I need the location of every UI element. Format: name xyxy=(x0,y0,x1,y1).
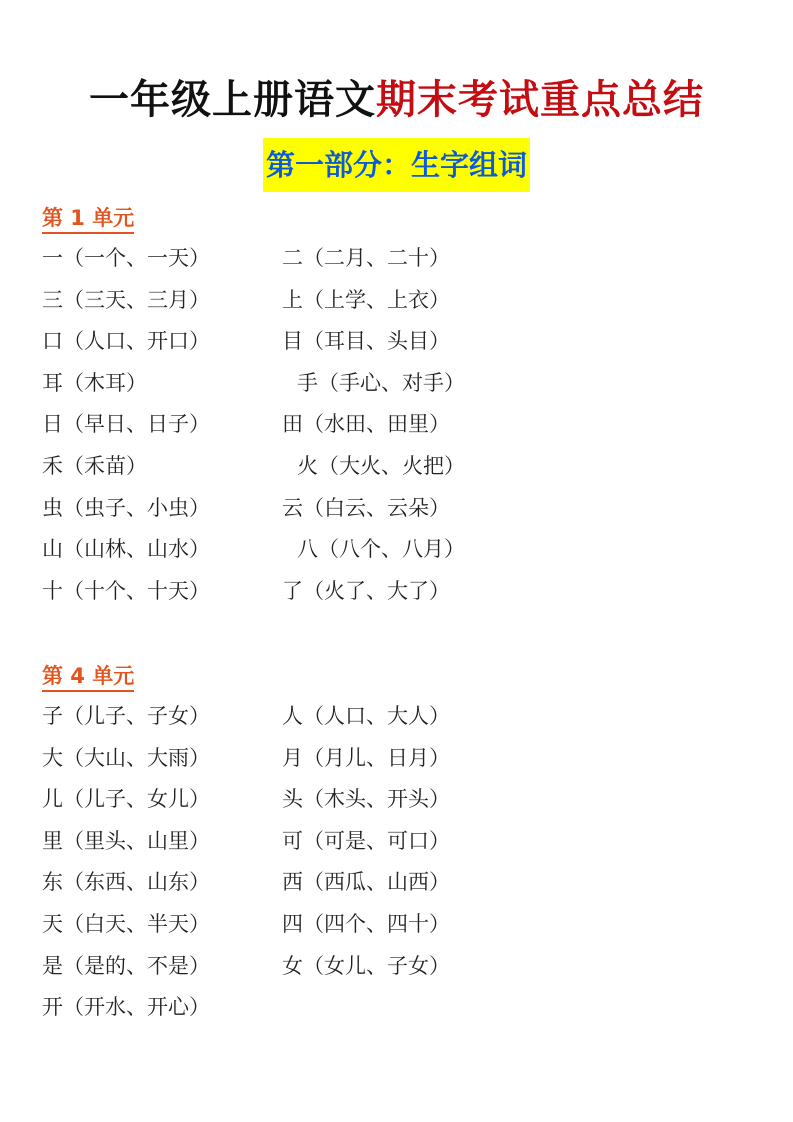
list-item xyxy=(42,946,742,988)
list-item xyxy=(42,321,742,363)
list-item xyxy=(42,904,742,946)
list-item xyxy=(42,862,742,904)
title-part-2: 期末考试重点总结 xyxy=(376,77,704,123)
subtitle-container xyxy=(0,138,793,192)
word-list xyxy=(42,696,742,1029)
word-entry: 人（人口、大人） xyxy=(282,704,450,728)
list-item xyxy=(42,779,742,821)
word-entry: 女（女儿、子女） xyxy=(282,953,450,978)
word-entry: 目（耳目、头目） xyxy=(282,329,450,354)
word-entry: 了（火了、大了） xyxy=(282,578,450,603)
list-item xyxy=(42,696,742,738)
list-item xyxy=(42,529,742,571)
list-item xyxy=(42,987,742,1029)
word-entry: 山（山林、山水） xyxy=(42,537,210,562)
word-entry: 是（是的、不是） xyxy=(42,953,210,978)
word-entry: 田（水田、田里） xyxy=(282,412,450,437)
word-entry: 头（木头、开头） xyxy=(282,787,450,812)
list-item xyxy=(42,238,742,280)
word-entry: 西（西瓜、山西） xyxy=(282,870,450,895)
unit-1-section xyxy=(42,204,742,612)
list-item xyxy=(42,821,742,863)
word-entry: 手（手心、对手） xyxy=(297,370,465,395)
word-entry: 大（大山、大雨） xyxy=(42,745,210,770)
word-entry: 十（十个、十天） xyxy=(42,578,210,603)
word-entry: 里（里头、山里） xyxy=(42,828,210,853)
list-item xyxy=(42,363,742,405)
list-item xyxy=(42,488,742,530)
unit-heading: 第 4 单元 xyxy=(42,662,134,692)
unit-4-section xyxy=(42,662,742,1029)
word-entry: 天（白天、半天） xyxy=(42,911,210,936)
word-entry: 四（四个、四十） xyxy=(282,911,450,936)
word-entry: 云（白云、云朵） xyxy=(282,495,450,520)
word-entry: 一（一个、一天） xyxy=(42,246,210,270)
word-entry: 耳（木耳） xyxy=(42,370,147,395)
word-entry: 口（人口、开口） xyxy=(42,329,210,354)
word-entry: 月（月儿、日月） xyxy=(282,745,450,770)
word-entry: 三（三天、三月） xyxy=(42,287,210,312)
word-entry: 可（可是、可口） xyxy=(282,828,450,853)
word-entry: 日（早日、日子） xyxy=(42,412,210,437)
list-item xyxy=(42,280,742,322)
word-entry: 禾（禾苗） xyxy=(42,453,147,478)
word-entry: 二（二月、二十） xyxy=(282,246,450,270)
page-title xyxy=(0,74,793,126)
word-entry: 八（八个、八月） xyxy=(297,537,465,562)
list-item xyxy=(42,571,742,613)
title-part-1: 一年级上册语文 xyxy=(89,77,376,123)
unit-heading: 第 1 单元 xyxy=(42,204,134,234)
word-entry: 东（东西、山东） xyxy=(42,870,210,895)
list-item xyxy=(42,738,742,780)
list-item xyxy=(42,404,742,446)
section-subtitle: 第一部分：生字组词 xyxy=(263,138,530,192)
word-entry: 虫（虫子、小虫） xyxy=(42,495,210,520)
word-entry: 儿（儿子、女儿） xyxy=(42,787,210,812)
word-entry: 上（上学、上衣） xyxy=(282,287,450,312)
word-entry: 火（大火、火把） xyxy=(297,453,465,478)
word-entry: 开（开水、开心） xyxy=(42,995,210,1020)
list-item xyxy=(42,446,742,488)
word-list xyxy=(42,238,742,612)
word-entry: 子（儿子、子女） xyxy=(42,704,210,728)
